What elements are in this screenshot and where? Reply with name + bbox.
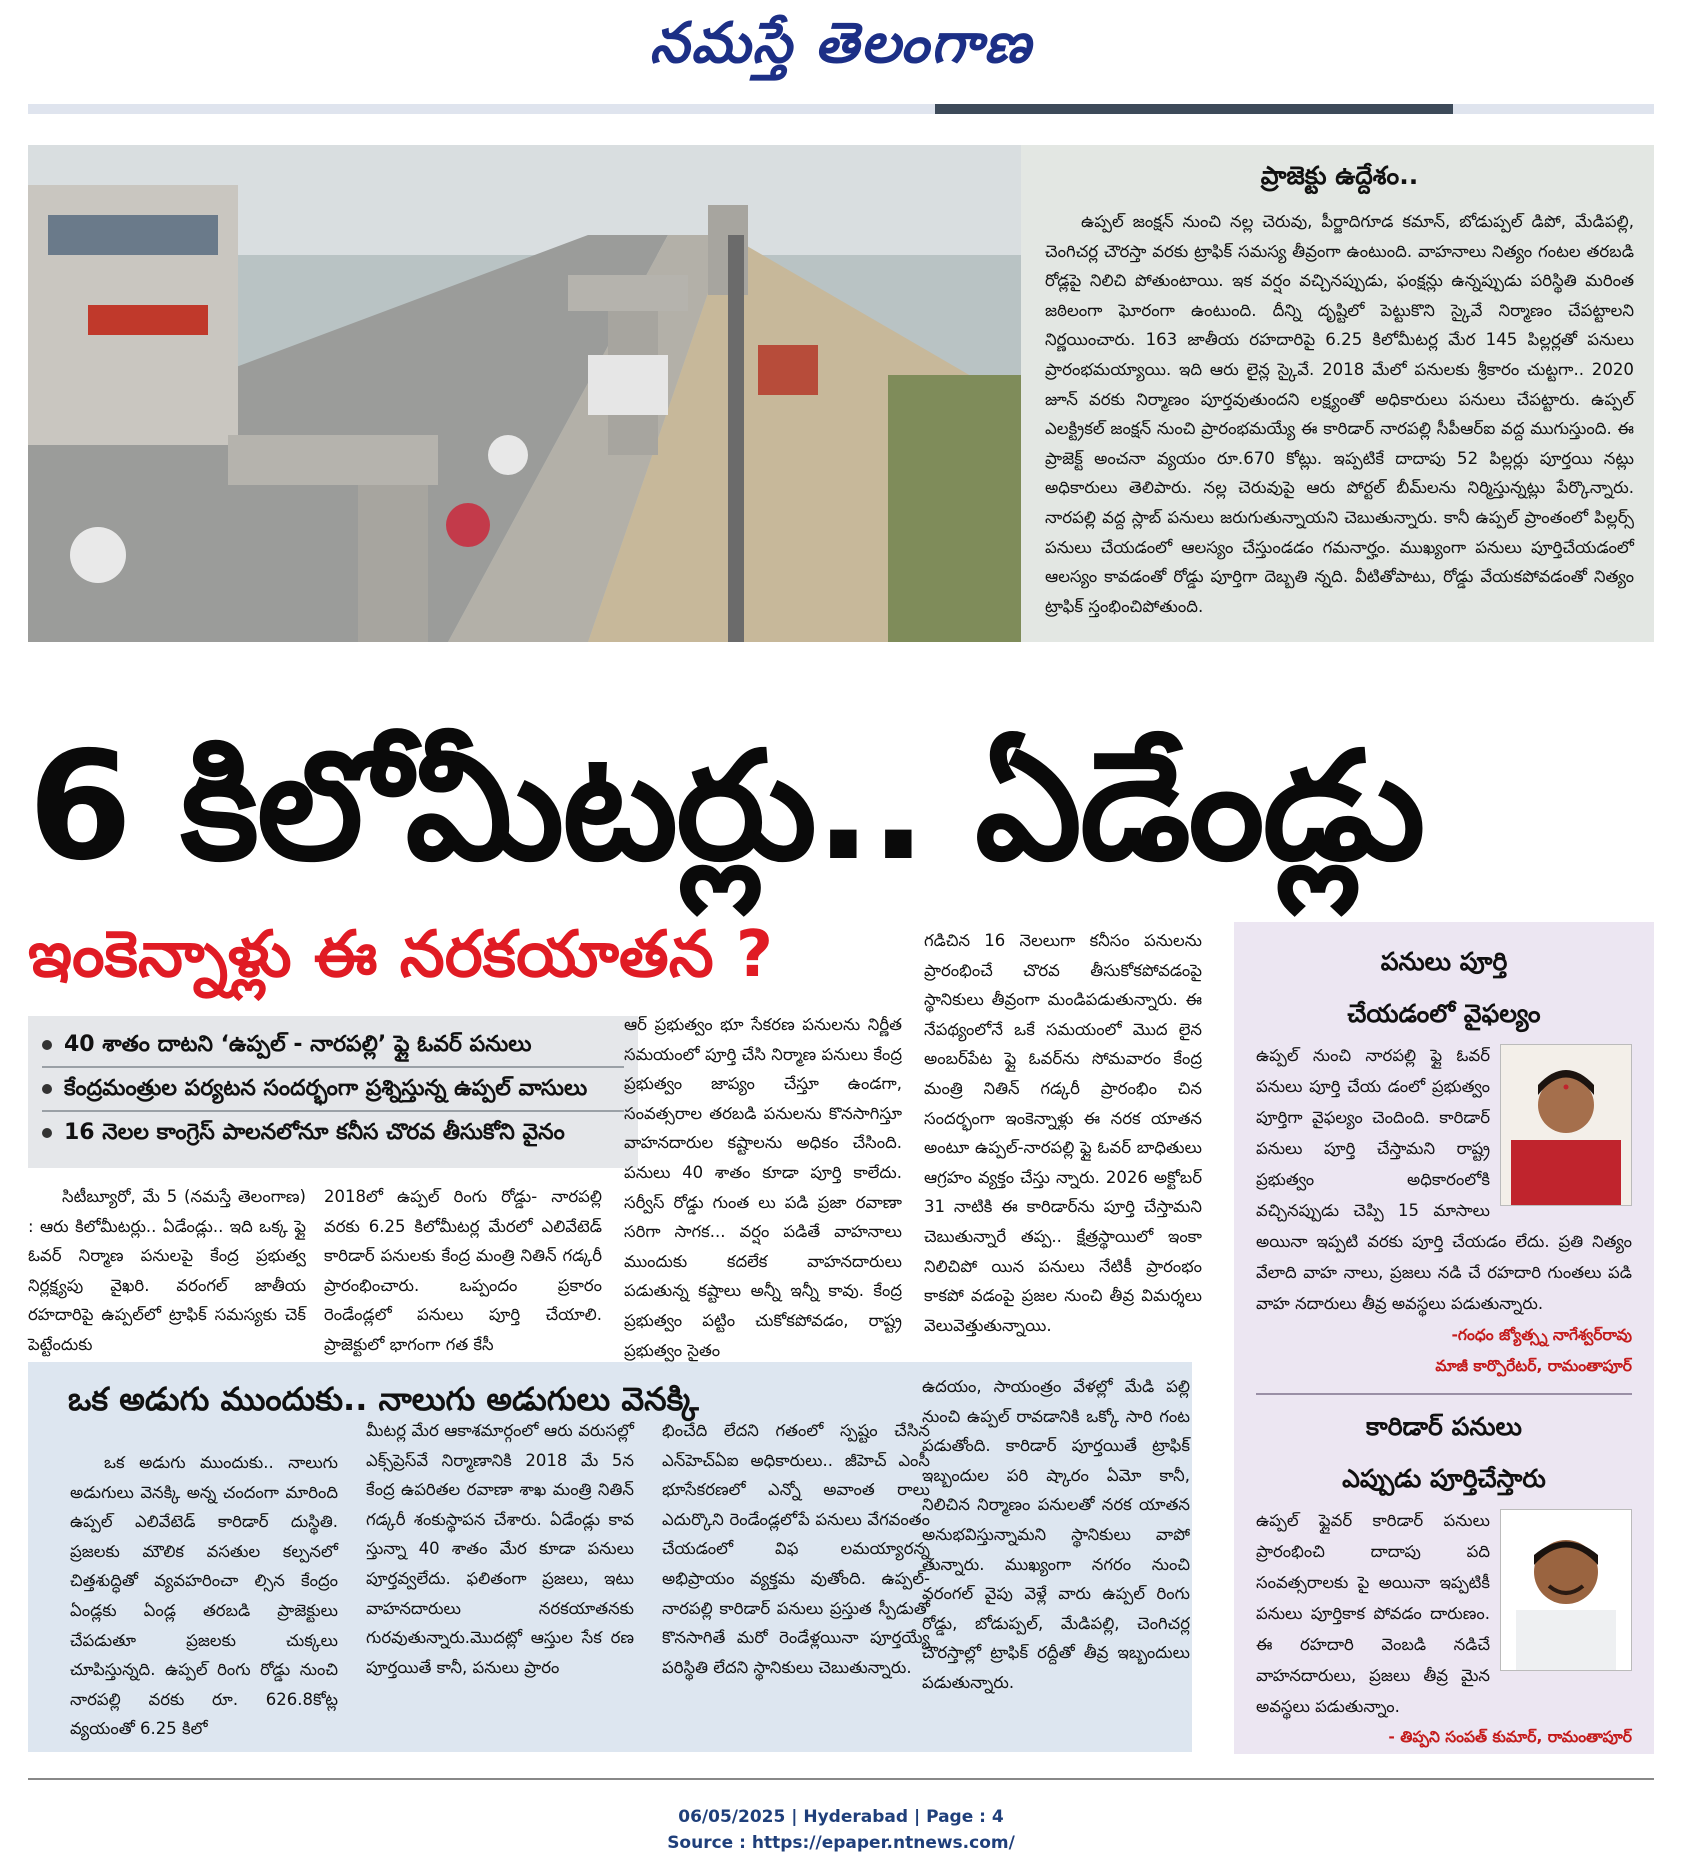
sidebar-story-box [28,1362,1192,1752]
opinion-2-attribution: - తిప్పని సంపత్ కుమార్, రామంతాపూర్ [1388,1728,1632,1746]
newspaper-logo-title: నమస్తే తెలంగాణ [649,10,1033,76]
footer-date-edition: 06/05/2025 | Hyderabad | Page : 4 [678,1807,1004,1827]
opinion-1-text: ఉప్పల్ నుంచి నారపల్లి ఫ్లై ఓవర్ పనులు పూర్తి చేయ డంలో ప్రభుత్వం పూర్తిగా వైఫల్యం చెందింది. కారిడార్ పనులు పూర్తి చేస్తామని రాష్ట్ర ప్రభుత్వం అధికారంలోకి వచ్చినప్పుడు చెప్పి 15 మాసాలు అయినా ఇప్పటి వరకు పూర్తి చేయడం లేదు. ప్రతి నిత్యం వేలాది వాహ నాలు, ప్రజలు నడి చే రహదారి గుంతలు పడి వాహ నదారులు తీవ్ర అవస్థలు పడుతున్నారు. [1256,1046,1632,1313]
sidebar-story-column-3: భించేది లేదని గతంలో స్పష్టం చేసిన ఎన్‌హెచ్‌ఏఐ అధికారులు.. జీహెచ్ ఎంసీ భూసేకరణలో ఎన్నో అవాంత రాలు ఎదుర్కొని రెండేండ్లలోపే పనులు వేగవంతం చేయడంలో విఫ లమయ్యారన్న అభిప్రాయం వ్యక్తమ వుతోంది. ఉప్పల్-నారపల్లి కారిడార్ పనులు ప్రస్తుత స్పీడుతో కొనసాగితే మరో రెండేళ్లయినా పూర్తయ్యే పరిస్థితి లేదని స్థానికులు చెబుతున్నారు. [662,1421,930,1677]
sub-headline: ఇంకెన్నాళ్లు ఈ నరకయాతన ? [28,918,774,992]
highlight-item: కేంద్రమంత్రుల పర్యటన సందర్భంగా ప్రశ్నిస్తున్న ఉప్పల్ వాసులు [42,1068,624,1112]
photo-illustration [28,145,1021,642]
opinion-2-text: ఉప్పల్ ఫ్లైవర్ కారిడార్ పనులు ప్రారంభించి దాదాపు పది సంవత్సరాలకు పై అయినా ఇప్పటికీ పనులు పూర్తికాక పోవడం దారుణం. ఈ రహదారి వెంబడి నడిచే వాహనదారులు, ప్రజలు తీవ్ర మైన అవస్థలు పడుతున్నాం. [1256,1511,1490,1716]
opinion-sidebar [1234,922,1654,1754]
opinion-1-attribution-role: మాజీ కార్పొరేటర్, రామంతాపూర్ [1435,1357,1632,1375]
project-purpose-box [1021,145,1654,642]
sidebar-divider [1256,1393,1632,1395]
opinion-1-attribution-name: -గంధం జ్యోత్స్న నాగేశ్వర్‌రావు [1451,1326,1632,1344]
footer-rule [28,1778,1654,1780]
opinion-1-heading: పనులు పూర్తి చేయడంలో వైఫల్యం [1347,947,1541,1028]
article-column-2: 2018లో ఉప్పల్ రింగు రోడ్డు- నారపల్లి వరకు 6.25 కిలోమీటర్ల మేరలో ఎలివేటెడ్ కారిడార్ పనులకు కేంద్ర మంత్రి నితిన్ గడ్కరీ ప్రారంభించారు. ఒప్పందం ప్రకారం రెండేండ్లలో పనులు పూర్తి చేయాలి. ప్రాజెక్టులో భాగంగా గత కేసీ [324,1187,602,1354]
project-purpose-text: ఉప్పల్ జంక్షన్ నుంచి నల్ల చెరువు, పీర్జాదిగూడ కమాన్, బోడుప్పల్ డిపో, మేడిపల్లి, చెంగిచర్ల చౌరస్తా వరకు ట్రాఫిక్ సమస్య తీవ్రంగా ఉంటుంది. వాహనాలు నిత్యం గంటల తరబడి రోడ్లపై నిలిచి పోతుంటాయి. ఇక వర్షం వచ్చినప్పుడు, ఫంక్షన్లు ఉన్నప్పుడు పరిస్థితి మరింత జఠిలంగా ఘోరంగా ఉంటుంది. దీన్ని దృష్టిలో పెట్టుకొని స్కైవే నిర్మాణం చేపట్టాలని నిర్ణయించారు. 163 జాతీయ రహదారిపై 6.25 కిలోమీటర్ల మేర 145 పిల్లర్లతో పనులు ప్రారంభమయ్యాయి. ఇది ఆరు లైన్ల స్కైవే. 2018 మేలో పనులకు శ్రీకారం చుట్టగా.. 2020 జూన్ వరకు నిర్మాణం పూర్తవుతుందని లక్ష్యంతో అధికారులు పనులు చేపట్టారు. ఉప్పల్ ఎలక్ట్రికల్ జంక్షన్ నుంచి ప్రారంభమయ్యే ఈ కారిడార్ నారపల్లి సీపీఆర్ఐ వద్ద ముగుస్తుంది. ఈ ప్రాజెక్ట్ అంచనా వ్యయం రూ.670 కోట్లు. ఇప్పటికే దాదాపు 52 పిల్లర్లు పూర్తయి నట్లు అధికారులు తెలిపారు. నల్ల చెరువుపై ఆరు పోర్టల్ బీమ్‌లను నిర్మిస్తున్నట్లు పేర్కొన్నారు. నారపల్లి వద్ద స్లాబ్ పనులు జరుగుతున్నాయని చెబుతున్నారు. కానీ ఉప్పల్ ప్రాంతంలో పిల్లర్స్ పనులు చేయడంలో ఆలస్యం చేస్తుండడం గమనార్హం. ముఖ్యంగా పనులు పూర్తిచేయడంలో ఆలస్యం కావడంతో రోడ్డు పూర్తిగా దెబ్బతి న్నది. వీటితోపాటు, రోడ్డు వేయకపోవడంతో నిత్యం ట్రాఫిక్ స్తంభించిపోతుంది. [1045,212,1634,616]
highlight-item: 40 శాతం దాటని ‘ఉప్పల్ - నారపల్లి’ ఫ్లై ఓవర్ పనులు [42,1024,624,1068]
main-headline: 6 కిలోమీటర్లు.. ఏడేండ్లు [28,720,1424,894]
footer-source: Source : https://epaper.ntnews.com/ [667,1833,1015,1853]
flyover-construction-photo [28,145,1021,642]
portrait-woman-photo [1500,1044,1632,1206]
masthead-rule-accent [935,104,1453,114]
bullet-icon [42,1040,52,1050]
article-column-4: గడిచిన 16 నెలలుగా కనీసం పనులను ప్రారంభించే చొరవ తీసుకోకపోవడంపై స్థానికులు తీవ్రంగా మండిపడుతున్నారు. ఈ నేపథ్యంలోనే ఒకే సమయంలో మొద లైన అంబర్‌పేట ఫ్లై ఓవర్‌ను సోమవారం కేంద్ర మంత్రి నితిన్ గడ్కరీ ప్రారంభిం చిన సందర్భంగా ఇంకెన్నాళ్లు ఈ నరక యాతన అంటూ ఉప్పల్-నారపల్లి ఫ్లై ఓవర్ బాధితులు ఆగ్రహం వ్యక్తం చేస్తు న్నారు. 2026 అక్టోబర్ 31 నాటికి ఈ కారిడార్‌ను పూర్తి చేస్తామని చెబుతున్నారే తప్ప.. క్షేత్రస్థాయిలో ఇంకా నిలిచిపో యిన పనులు నేటికీ ప్రారంభం కాకపో వడంపై ప్రజల నుంచి తీవ్ర విమర్శలు వెలువెత్తుతున్నాయి. [924,931,1202,1335]
bullet-icon [42,1084,52,1094]
sidebar-story-column-1: ఒక అడుగు ముందుకు.. నాలుగు అడుగులు వెనక్కి అన్న చందంగా మారింది ఉప్పల్ ఎలివేటెడ్ కారిడార్ దుస్థితి. ప్రజలకు మౌలిక వసతుల కల్పనలో చిత్తశుద్ధితో వ్యవహరించా ల్సిన కేంద్రం ఏండ్లకు ఏండ్ల తరబడి ప్రాజెక్టులు చేపడుతూ ప్రజలకు చుక్కలు చూపిస్తున్నది. ఉప్పల్ రింగు రోడ్డు నుంచి నారపల్లి వరకు రూ. 626.8కోట్ల వ్యయంతో 6.25 కిలో [70,1453,338,1739]
masthead [0,0,1682,100]
opinion-2-heading: కారిడార్ పనులు ఎప్పుడు పూర్తిచేస్తారు [1342,1412,1546,1493]
bullet-icon [42,1128,52,1138]
sidebar-story-column-4: ఉదయం, సాయంత్రం వేళల్లో మేడి పల్లి నుంచి ఉప్పల్ రావడానికి ఒక్కో సారి గంట పడుతోంది. కారిడార్ పూర్తయితే ట్రాఫిక్ ఇబ్బందుల పరి ష్కారం ఏమో కానీ, నిలిచిన నిర్మాణం పనులతో నరక యాతన అనుభవిస్తున్నామని స్థానికులు వాపో తున్నారు. ముఖ్యంగా నగరం నుంచి వరంగల్ వైపు వెళ్లే వారు ఉప్పల్ రింగు రోడ్డు, బోడుప్పల్, మేడిపల్లి, చెంగిచర్ల చౌరస్తాల్లో ట్రాఫిక్ రద్దీతో తీవ్ర ఇబ్బందులు పడుతున్నారు. [922,1377,1190,1692]
portrait-man-photo [1500,1509,1632,1671]
article-column-1: సిటీబ్యూరో, మే 5 (నమస్తే తెలంగాణ) : ఆరు కిలోమీటర్లు.. ఏడేండ్లు.. ఇది ఒక్క ఫ్లై ఓవర్ నిర్మాణ పనులపై కేంద్ర ప్రభుత్వ నిర్లక్ష్యపు వైఖరి. వరంగల్ జాతీయ రహదారిపై ఉప్పల్‌లో ట్రాఫిక్ సమస్యకు చెక్ పెట్టేందుకు [28,1187,306,1354]
sidebar-story-heading: ఒక అడుగు ముందుకు.. నాలుగు అడుగులు వెనక్కి [68,1380,699,1418]
sidebar-story-column-2: మీటర్ల మేర ఆకాశమార్గంలో ఆరు వరుసల్లో ఎక్స్‌ప్రెస్‌వే నిర్మాణానికి 2018 మే 5న కేంద్ర ఉపరితల రవాణా శాఖ మంత్రి నితిన్ గడ్కరీ శంకుస్థాపన చేశారు. ఏడేండ్లు కావ స్తున్నా 40 శాతం మేర కూడా పనులు పూర్తవ్వలేదు. ఫలితంగా ప్రజలు, ఇటు వాహనదారులు నరకయాతనకు గురవుతున్నారు.మొదట్లో ఆస్తుల సేక రణ పూర్తయితే కానీ, పనులు ప్రారం [366,1421,634,1677]
article-column-3: ఆర్ ప్రభుత్వం భూ సేకరణ పనులను నిర్ణీత సమయంలో పూర్తి చేసి నిర్మాణ పనులు కేంద్ర ప్రభుత్వం జాప్యం చేస్తూ ఉండగా, సంవత్సరాల తరబడి పనులను కొనసాగిస్తూ వాహనదారుల కష్టాలను అధికం చేసింది. పనులు 40 శాతం కూడా పూర్తి కాలేదు. సర్వీస్ రోడ్డు గుంత లు పడి ప్రజా రవాణా సరిగా సాగక... వర్షం పడితే వాహనాలు ముందుకు కదలేక వాహనదారులు పడుతున్న కష్టాలు అన్నీ ఇన్నీ కావు. కేంద్ర ప్రభుత్వం పట్టిం చుకోకపోవడం, రాష్ట్ర ప్రభుత్వం సైతం [624,1015,902,1360]
highlights-box [28,1016,638,1168]
highlight-item: 16 నెలల కాంగ్రెస్ పాలనలోనూ కనీస చొరవ తీసుకోని వైనం [42,1112,624,1154]
project-purpose-heading: ప్రాజెక్టు ఉద్దేశం.. [1260,161,1419,190]
page-footer [0,1804,1682,1856]
